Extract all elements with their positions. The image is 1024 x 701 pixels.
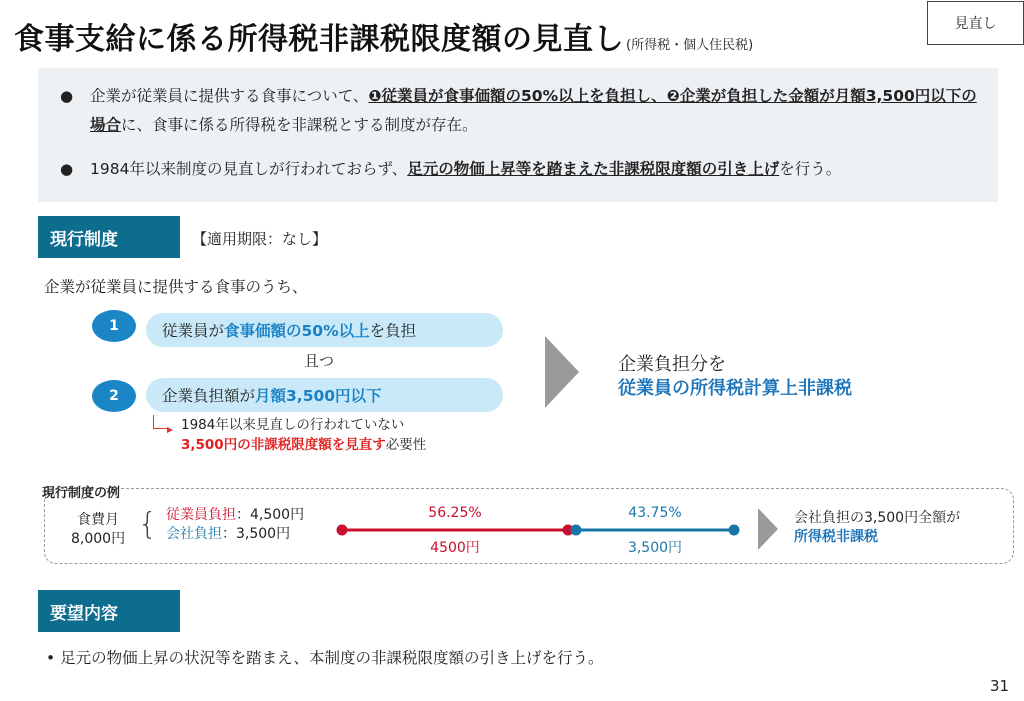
- note-line-1: 1984年以来見直しの行われていない: [181, 417, 405, 433]
- example-result-line-1: 会社負担の3,500円全額が: [794, 510, 961, 526]
- company-share-value: ：3,500円: [222, 526, 291, 542]
- employee-start-dot: [337, 525, 348, 536]
- summary-bullet-1: [56, 82, 980, 140]
- note-red-text: 3,500円の非課税限度額を見直す: [181, 437, 386, 453]
- example-result-line-2: 所得税非課税: [794, 529, 878, 545]
- cond2-pre: 企業負担額が: [162, 387, 256, 405]
- employee-share-value: ：4,500円: [236, 507, 305, 523]
- summary-1-tail: に、食事に係る所得税を非課税とする制度が存在。: [121, 116, 478, 134]
- employee-amount: 4500円: [430, 540, 480, 556]
- request-bullet: • 足元の物価上昇の状況等を踏まえ、本制度の非課税限度額の引き上げを行う。: [46, 649, 604, 667]
- company-share: [166, 525, 304, 544]
- summary-1-text: 企業が従業員に提供する食事について、: [90, 87, 369, 105]
- bullet-dot: ●: [60, 160, 74, 178]
- food-cost-line-1: 食費月: [77, 512, 120, 528]
- cond1-highlight: 食事価額の50%以上: [224, 322, 370, 340]
- bullet-dot: ●: [60, 87, 74, 105]
- cost-split: [166, 506, 304, 544]
- summary-box: [38, 68, 998, 202]
- application-period: 【適用期限：なし】: [192, 230, 328, 248]
- revision-tag: 見直し: [927, 1, 1024, 45]
- result-line-1: 企業負担分を: [618, 354, 726, 375]
- example-result: [794, 509, 960, 547]
- summary-2-text: 1984年以来制度の見直しが行われておらず、: [90, 160, 408, 178]
- brace-icon: {: [138, 507, 158, 542]
- employee-share-label: 従業員負担: [166, 507, 236, 523]
- current-system-label: 現行制度: [38, 216, 180, 258]
- employee-percent: 56.25%: [428, 505, 482, 521]
- cond2-highlight: 月額3,500円以下: [255, 387, 382, 405]
- note-arrow-icon: [153, 415, 167, 429]
- condition-2-number: 2: [92, 380, 136, 412]
- title-subtitle: (所得税・個人住民税): [626, 38, 754, 53]
- condition-1-pill: [146, 313, 503, 347]
- chevron-right-icon: [545, 336, 579, 408]
- revision-note: [181, 415, 426, 455]
- and-label: 且つ: [304, 352, 335, 370]
- cond1-pre: 従業員が: [162, 322, 225, 340]
- company-share-label: 会社負担: [166, 526, 222, 542]
- food-cost-line-2: 8,000円: [71, 531, 126, 547]
- summary-bullet-2: [56, 155, 980, 184]
- result-line-2: 従業員の所得税計算上非課税: [618, 378, 852, 399]
- current-intro: 企業が従業員に提供する食事のうち、: [44, 278, 308, 296]
- example-title: 現行制度の例: [42, 486, 121, 501]
- page-title: [14, 14, 753, 58]
- food-cost: [71, 511, 125, 549]
- condition-2-pill: [146, 378, 503, 412]
- condition-1-number: 1: [92, 310, 136, 342]
- note-line-2: [181, 435, 426, 455]
- summary-2-emphasis: 足元の物価上昇等を踏まえた非課税限度額の引き上げ: [407, 160, 780, 178]
- company-start-dot: [571, 525, 582, 536]
- employee-share: [166, 506, 304, 525]
- title-text: 食事支給に係る所得税非課税限度額の見直し: [14, 22, 624, 57]
- request-label: 要望内容: [38, 590, 180, 632]
- page-number: 31: [990, 677, 1010, 695]
- cond1-post: を負担: [369, 322, 417, 340]
- cost-share-bar: [330, 496, 750, 560]
- summary-1-emphasis: ❶従業員が食事価額の50%以上を負担し、❷企業が負担した金額が月額3,500円以下の場合: [90, 87, 977, 134]
- company-amount: 3,500円: [627, 540, 683, 556]
- company-end-dot: [729, 525, 740, 536]
- note-post-text: 必要性: [385, 437, 427, 453]
- company-percent: 43.75%: [628, 505, 682, 521]
- summary-2-tail: を行う。: [779, 160, 842, 178]
